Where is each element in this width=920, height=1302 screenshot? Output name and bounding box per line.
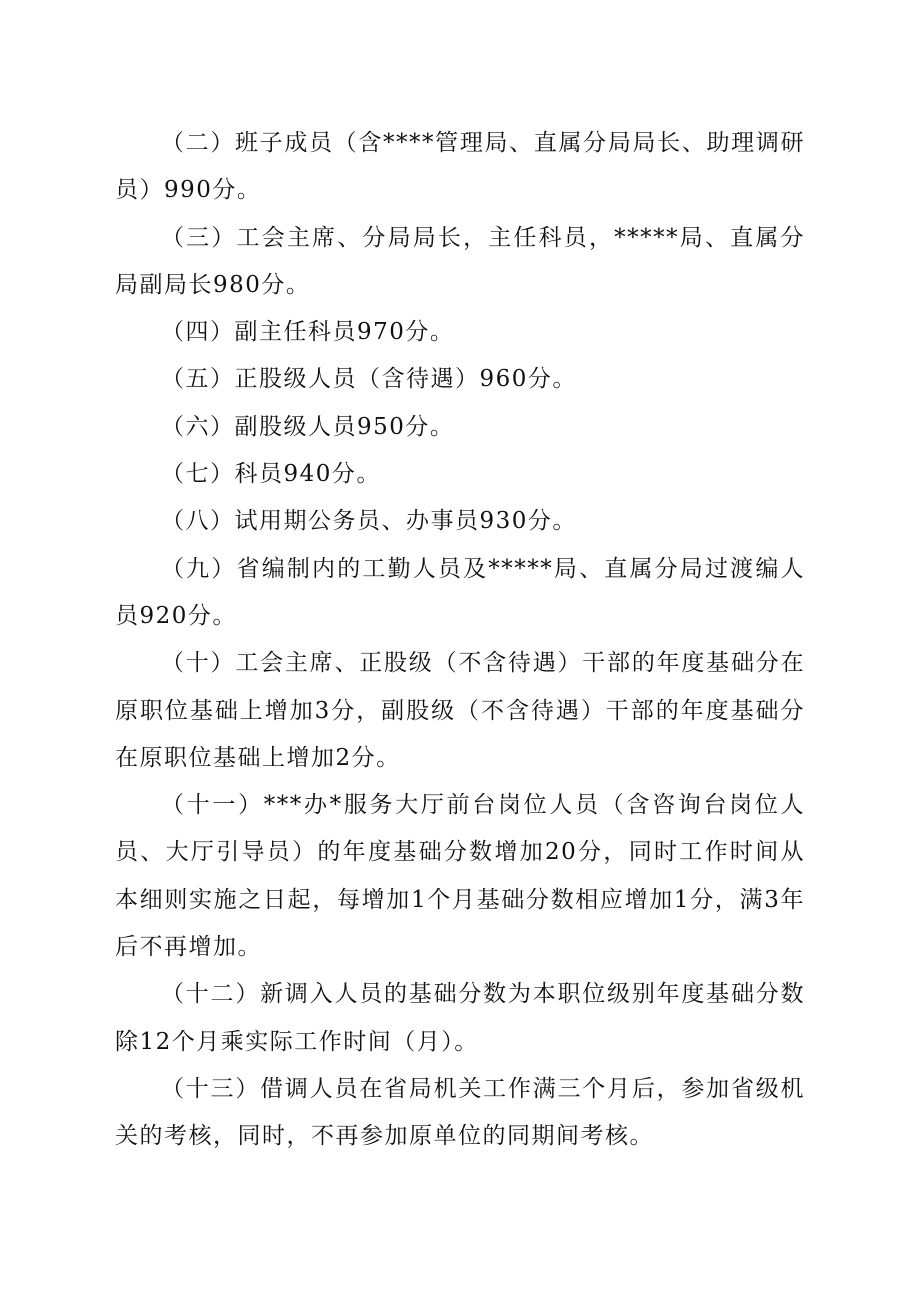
paragraph-5: （五）正股级人员（含待遇）960分。 — [161, 366, 577, 393]
document-body — [115, 120, 805, 1161]
paragraph-12: （十二）新调入人员的基础分数为本职位级别年度基础分数除12个月乘实际工作时间（月）。 — [115, 981, 805, 1055]
paragraph-9: （九）省编制内的工勤人员及*****局、直属分局过渡编人员920分。 — [115, 555, 805, 629]
paragraph-3: （三）工会主席、分局局长，主任科员，*****局、直属分局副局长980分。 — [115, 224, 805, 298]
paragraph-8: （八）试用期公务员、办事员930分。 — [161, 508, 577, 535]
paragraph-7: （七）科员940分。 — [161, 461, 381, 488]
paragraph-2: （二）班子成员（含****管理局、直属分局局长、助理调研员）990分。 — [115, 130, 805, 204]
paragraph-4: （四）副主任科员970分。 — [161, 319, 455, 346]
paragraph-11: （十一）***办*服务大厅前台岗位人员（含咨询台岗位人员、大厅引导员）的年度基础分数增加20分，同时工作时间从本细则实施之日起，每增加1个月基础分数相应增加1分，满3年后不再增加。 — [115, 792, 805, 961]
paragraph-13: （十三）借调人员在省局机关工作满三个月后，参加省级机关的考核，同时，不再参加原单位的同期间考核。 — [115, 1075, 805, 1150]
paragraph-10: （十）工会主席、正股级（不含待遇）干部的年度基础分在原职位基础上增加3分，副股级（不含待遇）干部的年度基础分在原职位基础上增加2分。 — [115, 650, 805, 771]
paragraph-6: （六）副股级人员950分。 — [161, 413, 455, 440]
